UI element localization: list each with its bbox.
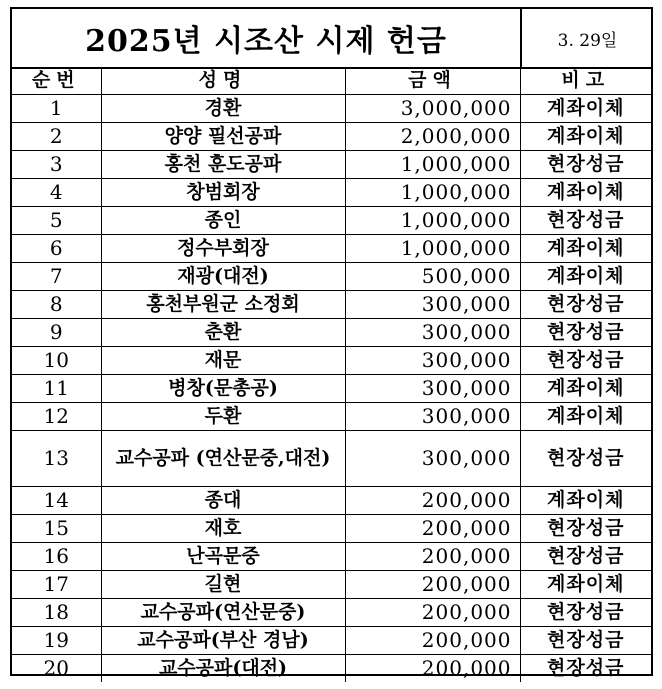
row-number: 12 <box>12 403 101 431</box>
table-row <box>12 487 651 515</box>
header-row <box>12 67 651 95</box>
row-name: 교수공파(연산문중) <box>101 599 345 627</box>
row-note: 계좌이체 <box>520 375 651 403</box>
row-note: 계좌이체 <box>520 487 651 515</box>
row-number: 16 <box>12 543 101 571</box>
row-amount: 300,000 <box>345 431 520 487</box>
row-amount: 200,000 <box>345 515 520 543</box>
table-row <box>12 319 651 347</box>
row-name: 재호 <box>101 515 345 543</box>
table-row <box>12 291 651 319</box>
row-note: 현장성금 <box>520 431 651 487</box>
row-amount: 300,000 <box>345 403 520 431</box>
row-number: 14 <box>12 487 101 515</box>
row-name: 창범회장 <box>101 179 345 207</box>
row-note: 계좌이체 <box>520 95 651 123</box>
row-amount: 300,000 <box>345 319 520 347</box>
row-amount: 200,000 <box>345 571 520 599</box>
row-name: 난곡문중 <box>101 543 345 571</box>
row-amount: 200,000 <box>345 599 520 627</box>
row-note: 계좌이체 <box>520 263 651 291</box>
row-number: 18 <box>12 599 101 627</box>
table-row <box>12 627 651 655</box>
row-number: 10 <box>12 347 101 375</box>
row-number: 4 <box>12 179 101 207</box>
row-name: 교수공파(대전) <box>101 655 345 683</box>
row-note: 계좌이체 <box>520 123 651 151</box>
row-number: 9 <box>12 319 101 347</box>
table-row <box>12 347 651 375</box>
row-number: 11 <box>12 375 101 403</box>
row-name: 길현 <box>101 571 345 599</box>
row-number: 13 <box>12 431 101 487</box>
table-row <box>12 543 651 571</box>
row-amount: 300,000 <box>345 347 520 375</box>
row-note: 계좌이체 <box>520 179 651 207</box>
row-note: 현장성금 <box>520 347 651 375</box>
row-note: 현장성금 <box>520 655 651 683</box>
row-number: 2 <box>12 123 101 151</box>
table-row <box>12 207 651 235</box>
row-number: 5 <box>12 207 101 235</box>
title-row <box>12 9 651 69</box>
row-number: 8 <box>12 291 101 319</box>
row-note: 현장성금 <box>520 319 651 347</box>
column-header-name: 성명 <box>101 67 345 95</box>
table-row <box>12 179 651 207</box>
row-number: 6 <box>12 235 101 263</box>
row-number: 3 <box>12 151 101 179</box>
row-amount: 200,000 <box>345 487 520 515</box>
row-note: 현장성금 <box>520 151 651 179</box>
donation-sheet <box>10 7 653 680</box>
row-number: 1 <box>12 95 101 123</box>
row-name: 정수부회장 <box>101 235 345 263</box>
row-amount: 300,000 <box>345 291 520 319</box>
table-row <box>12 263 651 291</box>
row-note: 현장성금 <box>520 543 651 571</box>
page-title: 2025년 시조산 시제 헌금 <box>85 24 447 59</box>
table-row <box>12 571 651 599</box>
table-row <box>12 599 651 627</box>
column-header-no: 순번 <box>12 67 101 95</box>
column-header-note: 비고 <box>520 67 651 95</box>
table-row <box>12 375 651 403</box>
row-note: 계좌이체 <box>520 235 651 263</box>
row-number: 7 <box>12 263 101 291</box>
row-name: 경환 <box>101 95 345 123</box>
row-amount: 2,000,000 <box>345 123 520 151</box>
row-note: 현장성금 <box>520 515 651 543</box>
row-name: 홍천부원군 소정회 <box>101 291 345 319</box>
row-note: 계좌이체 <box>520 403 651 431</box>
column-header-amount: 금액 <box>345 67 520 95</box>
row-amount: 200,000 <box>345 655 520 683</box>
row-amount: 500,000 <box>345 263 520 291</box>
row-amount: 1,000,000 <box>345 151 520 179</box>
row-name: 종대 <box>101 487 345 515</box>
row-note: 현장성금 <box>520 291 651 319</box>
row-amount: 300,000 <box>345 375 520 403</box>
row-name: 두환 <box>101 403 345 431</box>
table-row <box>12 431 651 487</box>
row-amount: 200,000 <box>345 627 520 655</box>
row-note: 현장성금 <box>520 207 651 235</box>
row-name: 재문 <box>101 347 345 375</box>
table-row <box>12 123 651 151</box>
row-name: 병창(문총공) <box>101 375 345 403</box>
table-row <box>12 515 651 543</box>
row-amount: 3,000,000 <box>345 95 520 123</box>
row-name: 종인 <box>101 207 345 235</box>
row-note: 계좌이체 <box>520 571 651 599</box>
row-name: 교수공파 (연산문중,대전) <box>101 431 345 487</box>
table-row <box>12 403 651 431</box>
row-name: 교수공파(부산 경남) <box>101 627 345 655</box>
row-amount: 200,000 <box>345 543 520 571</box>
donation-table <box>12 67 651 682</box>
row-number: 17 <box>12 571 101 599</box>
row-number: 15 <box>12 515 101 543</box>
row-name: 홍천 훈도공파 <box>101 151 345 179</box>
table-row <box>12 235 651 263</box>
row-amount: 1,000,000 <box>345 207 520 235</box>
row-number: 20 <box>12 655 101 683</box>
row-name: 재광(대전) <box>101 263 345 291</box>
row-amount: 1,000,000 <box>345 179 520 207</box>
row-note: 현장성금 <box>520 599 651 627</box>
row-note: 현장성금 <box>520 627 651 655</box>
table-row <box>12 655 651 683</box>
table-row <box>12 151 651 179</box>
row-name: 춘환 <box>101 319 345 347</box>
row-name: 양양 필선공파 <box>101 123 345 151</box>
table-row <box>12 95 651 123</box>
row-amount: 1,000,000 <box>345 235 520 263</box>
date-cell: 3. 29일 <box>520 9 653 67</box>
row-number: 19 <box>12 627 101 655</box>
